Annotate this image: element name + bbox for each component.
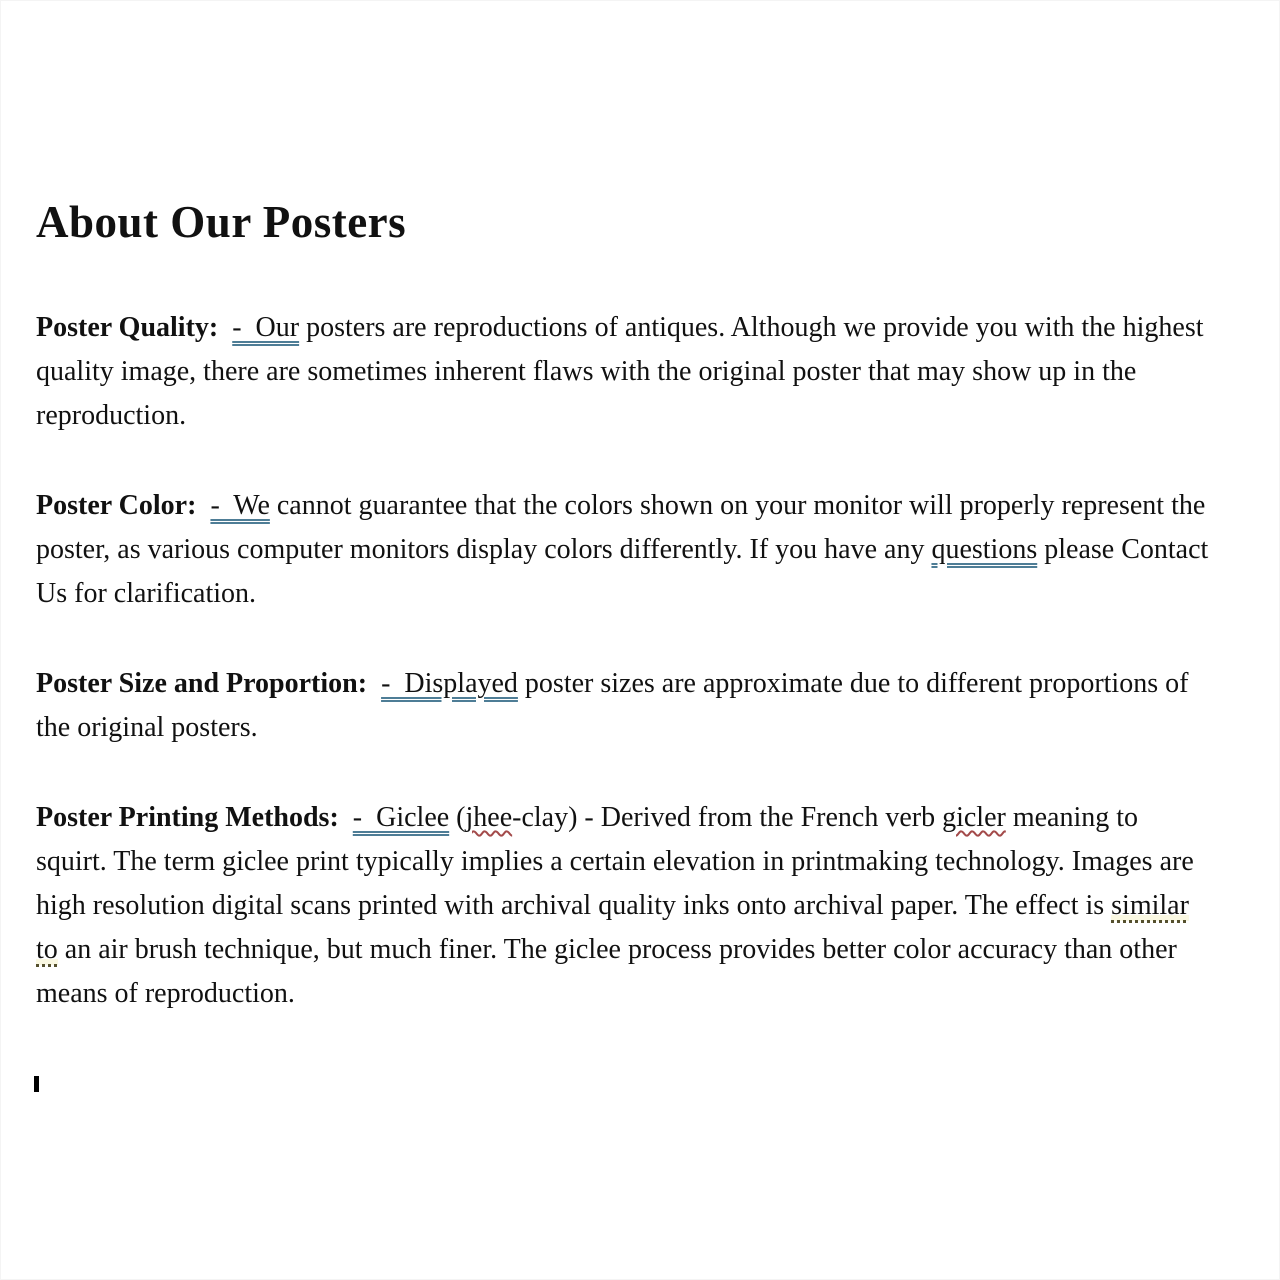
paragraph-list bbox=[36, 306, 1209, 1016]
double-underlined-text: - Our bbox=[232, 312, 300, 343]
double-underlined-text: questions bbox=[931, 534, 1038, 565]
text-segment: cannot guarantee that the colors shown on your monitor will properly represent the poster, as various computer monitors display colors differently. If you have any bbox=[36, 490, 1206, 565]
spellcheck-flagged-text: gicler bbox=[942, 802, 1006, 833]
text-segment: poster sizes are approximate due to different proportions of the original posters. bbox=[36, 668, 1189, 743]
text-segment bbox=[367, 668, 381, 699]
paragraph-lead-label: Poster Size and Proportion: bbox=[36, 668, 368, 699]
paragraph bbox=[36, 306, 1209, 438]
spellcheck-flagged-text: jhee bbox=[465, 802, 513, 833]
text-segment bbox=[196, 490, 210, 521]
page-title: About Our Posters bbox=[36, 197, 407, 247]
grammar-flagged-text: similar to bbox=[36, 890, 1189, 965]
double-underlined-text: - Giclee bbox=[352, 802, 450, 833]
double-underlined-text: - Displayed bbox=[381, 668, 518, 699]
text-segment bbox=[339, 802, 353, 833]
text-segment: -clay) - Derived from the French verb bbox=[512, 802, 943, 833]
text-segment bbox=[218, 312, 232, 343]
paragraph-lead-label: Poster Printing Methods: bbox=[36, 802, 339, 833]
paragraph bbox=[36, 796, 1209, 1016]
paragraph-lead-label: Poster Color: bbox=[36, 490, 197, 521]
text-segment: posters are reproductions of antiques. Although we provide you with the highest quality image, there are sometimes inherent flaws with the original poster that may show up in the reproduction. bbox=[36, 312, 1204, 431]
text-segment: please Contact Us for clarification. bbox=[36, 534, 1209, 609]
double-underlined-text: - We bbox=[210, 490, 270, 521]
text-segment: meaning to squirt. The term giclee print typically implies a certain elevation in printmaking technology. Images are high resolution digital scans printed with archival quality inks onto archival paper. The effect is bbox=[36, 802, 1194, 921]
text-cursor bbox=[34, 1076, 39, 1092]
text-segment: an air brush technique, but much finer. The giclee process provides better color accuracy than other means of reproduction. bbox=[36, 934, 1177, 1009]
text-segment: ( bbox=[449, 802, 466, 833]
paragraph bbox=[36, 484, 1209, 616]
paragraph bbox=[36, 662, 1209, 750]
paragraph-lead-label: Poster Quality: bbox=[36, 312, 219, 343]
